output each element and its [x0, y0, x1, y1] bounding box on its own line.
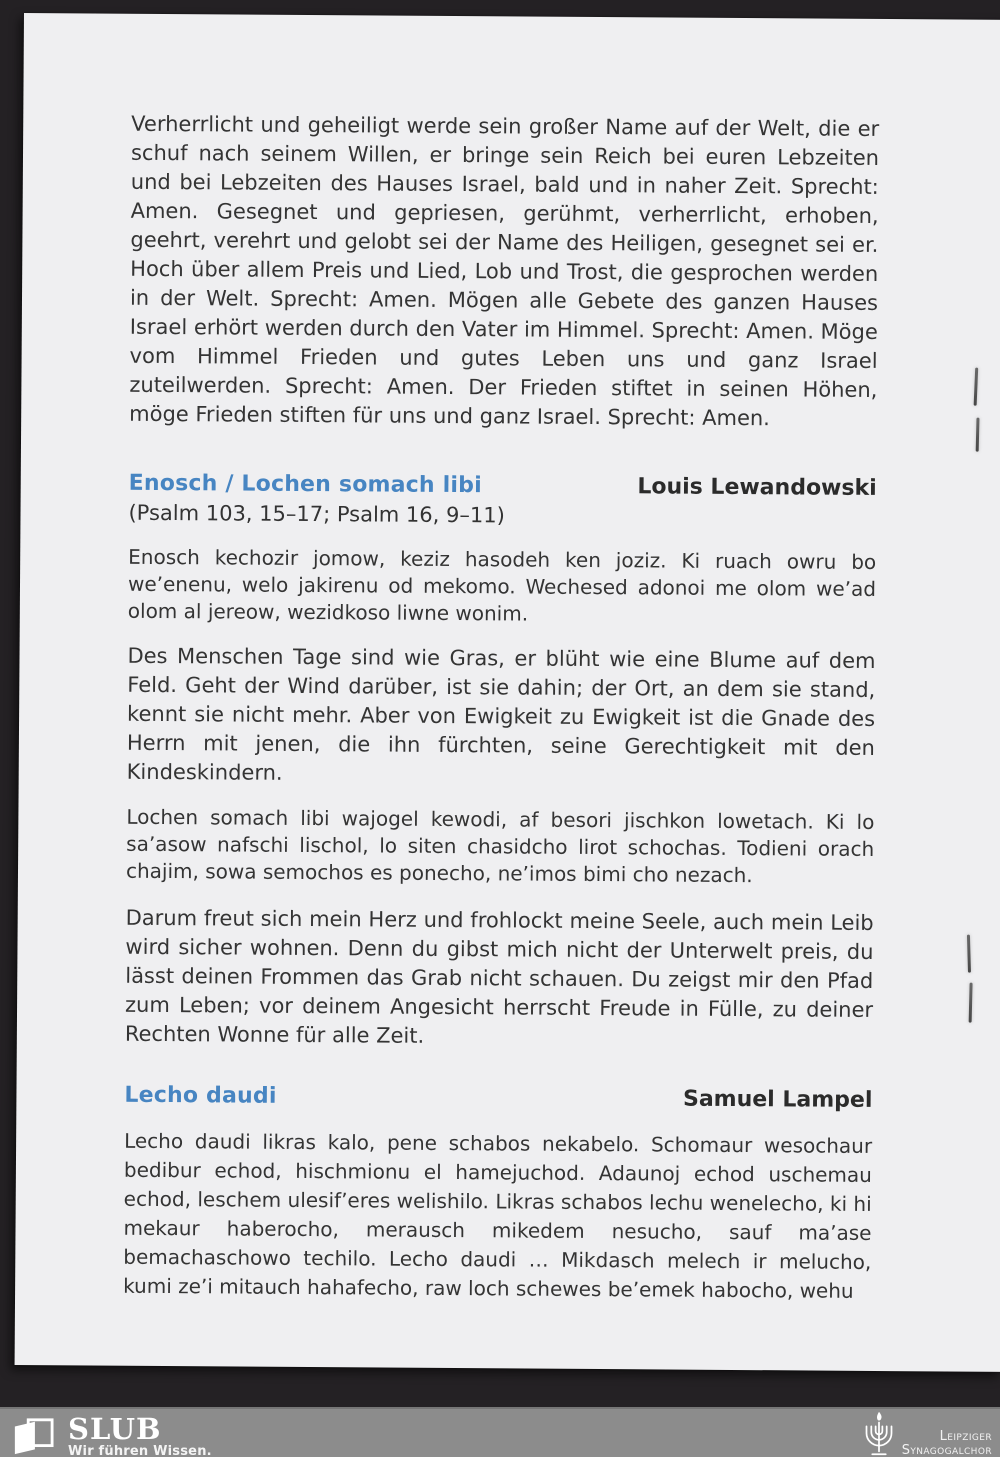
staple — [967, 935, 971, 973]
slub-tagline: Wir führen Wissen. — [68, 1444, 212, 1457]
piece-header-lecho-daudi — [124, 1083, 872, 1113]
choir-name-text — [902, 1430, 992, 1457]
choir-name-line2: Synagogalchor — [901, 1443, 992, 1457]
composer-name: Louis Lewandowski — [637, 474, 877, 501]
staple — [974, 368, 979, 406]
composer-name: Samuel Lampel — [682, 1086, 873, 1113]
kaddish-translation-paragraph: Verherrlicht und geheiligt werde sein großer Name auf der Welt, die er schuf nach seinem Willen, er bringe sein Reich bei euren Lebzeiten und bei Lebzeiten des Hauses Israel, bald und in naher Zeit. Sprecht: Amen. Gesegnet und gepriesen, gerühmt, verherrlicht, erhoben, geehrt, verehrt und gelobt sei der Name des Heiligen, gesegnet sei er. Hoch über allem Preis und Lied, Lob und Trost, die gesprochen werden in der Welt. Sprecht: Amen. Mögen alle Gebete des ganzen Hauses Israel erhört werden durch den Vater im Himmel. Sprecht: Amen. Möge vom Himmel Frieden und gutes Leben uns und ganz Israel zuteilwerden. Sprecht: Amen. Der Frieden stiftet in seinen Höhen, möge Frieden stiften für uns und ganz Israel. Sprecht: Amen. — [129, 111, 880, 431]
lochen-transliteration-paragraph: Lochen somach libi wajogel kewodi, af besori jischkon lowetach. Ki lo sa’asow nafschi lischol, lo siten chasidcho lirot schochas. Todieni orach chajim, sowa semochos es ponecho, ne’imos bimi cho nezach. — [125, 804, 875, 888]
slub-text-block — [68, 1414, 212, 1457]
library-footer-bar — [0, 1407, 1000, 1457]
menorah-with-flame-icon — [860, 1410, 898, 1457]
staple — [969, 983, 973, 1023]
piece-title: Enosch / Lochen somach libi — [128, 470, 482, 499]
open-book-icon — [12, 1417, 54, 1457]
piece-header-enosch — [129, 471, 877, 501]
lochen-german-paragraph: Darum freut sich mein Herz und frohlockt meine Seele, auch mein Leib wird sicher wohnen. Denn du gibst mich nicht der Unterwelt preis, du lässt deinen Frommen das Grab nicht schauen. Du zeigst mir den Pfad zum Leben; vor deinem Angesicht herrscht Freude in Fülle, zu deiner Rechten Wonne für alle Zeit. — [124, 905, 874, 1048]
scanned-page — [15, 13, 1000, 1372]
staple — [976, 418, 980, 452]
enosch-german-paragraph: Des Menschen Tage sind wie Gras, er blüht wie eine Blume auf dem Feld. Geht der Wind darüber, ist sie dahin; der Ort, an dem sie stand, kennt sie nicht mehr. Aber von Ewigkeit zu Ewigkeit ist die Gnade des Herrn mit jenen, die ihn fürchten, seine Gerechtigkeit mit den Kindeskindern. — [126, 643, 876, 785]
slub-logo — [12, 1414, 212, 1457]
choir-name-line1: Leipziger — [939, 1429, 992, 1444]
psalm-reference: (Psalm 103, 15–17; Psalm 16, 9–11) — [128, 500, 505, 528]
piece-title: Lecho daudi — [124, 1082, 277, 1109]
text-column — [123, 110, 879, 1306]
enosch-transliteration-paragraph: Enosch kechozir jomow, keziz hasodeh ken joziz. Ki ruach owru bo we’enenu, welo jakirenu od mekomo. Wechesed adonoi me olom we’ad olom al jereow, wezidkoso liwne wonim. — [127, 544, 877, 626]
lecho-daudi-transliteration-paragraph: Lecho daudi likras kalo, pene schabos nekabelo. Schomaur wesochaur bedibur echod, hischmionu el hamejuchod. Adaunoj echod uschemau echod, leschem ulesif’eres welishilo. Likras schabos lechu wenelecho, ki hi mekaur haberocho, merausch mikedem nesucho, sauf ma’ase bemachaschowo techilo. Lecho daudi … Mikdasch melech ir melucho, kumi ze’i mitauch hahafecho, raw loch schewes be’emek habocho, wehu — [123, 1128, 873, 1303]
slub-wordmark: SLUB — [68, 1412, 162, 1446]
leipziger-synagogalchor-logo — [860, 1410, 992, 1457]
